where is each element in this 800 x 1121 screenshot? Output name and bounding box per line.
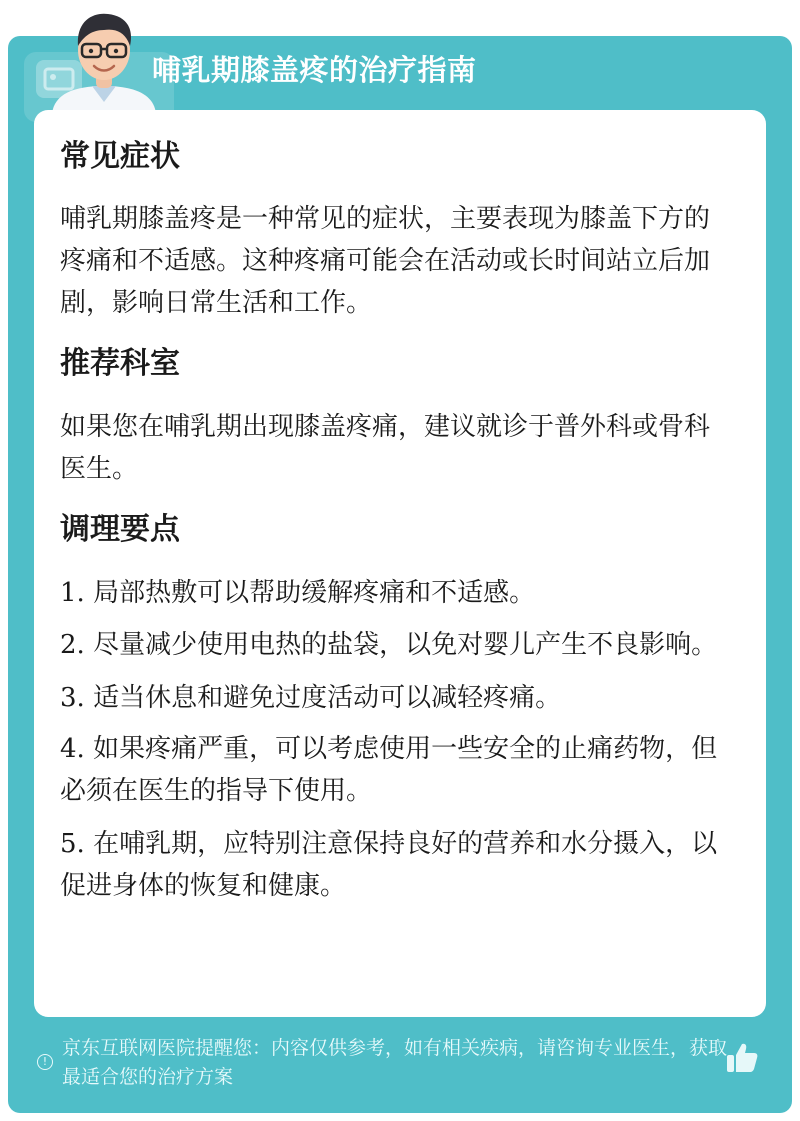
thumbs-up-icon[interactable] [724, 1040, 760, 1076]
doctor-avatar [46, 6, 162, 114]
content [60, 110, 730, 907]
list-item: 4. 如果疼痛严重，可以考虑使用一些安全的止痛药物，但必须在医生的指导下使用。 [60, 734, 718, 806]
symptoms-text: 哺乳期膝盖疼是一种常见的症状，主要表现为膝盖下方的疼痛和不适感。这种疼痛可能会在活动或长时间站立后加剧，影响日常生活和工作。 [60, 204, 711, 318]
footer-disclaimer: 京东互联网医院提醒您：内容仅供参考，如有相关疾病，请咨询专业医生，获取最适合您的治疗方案 [62, 1037, 728, 1088]
list-item: 3. 适当休息和避免过度活动可以减轻疼痛。 [60, 683, 562, 713]
page-title: 哺乳期膝盖疼的治疗指南 [152, 53, 477, 87]
section-title-symptoms: 常见症状 [60, 139, 180, 174]
list-item: 1. 局部热敷可以帮助缓解疼痛和不适感。 [60, 578, 536, 608]
list-item: 2. 尽量减少使用电热的盐袋，以免对婴儿产生不良影响。 [60, 630, 718, 660]
section-title-department: 推荐科室 [60, 346, 180, 381]
department-text: 如果您在哺乳期出现膝盖疼痛，建议就诊于普外科或骨科医生。 [60, 412, 711, 484]
info-icon: ! [37, 1054, 53, 1070]
section-title-care: 调理要点 [60, 512, 180, 547]
list-item: 5. 在哺乳期，应特别注意保持良好的营养和水分摄入，以促进身体的恢复和健康。 [60, 829, 718, 901]
